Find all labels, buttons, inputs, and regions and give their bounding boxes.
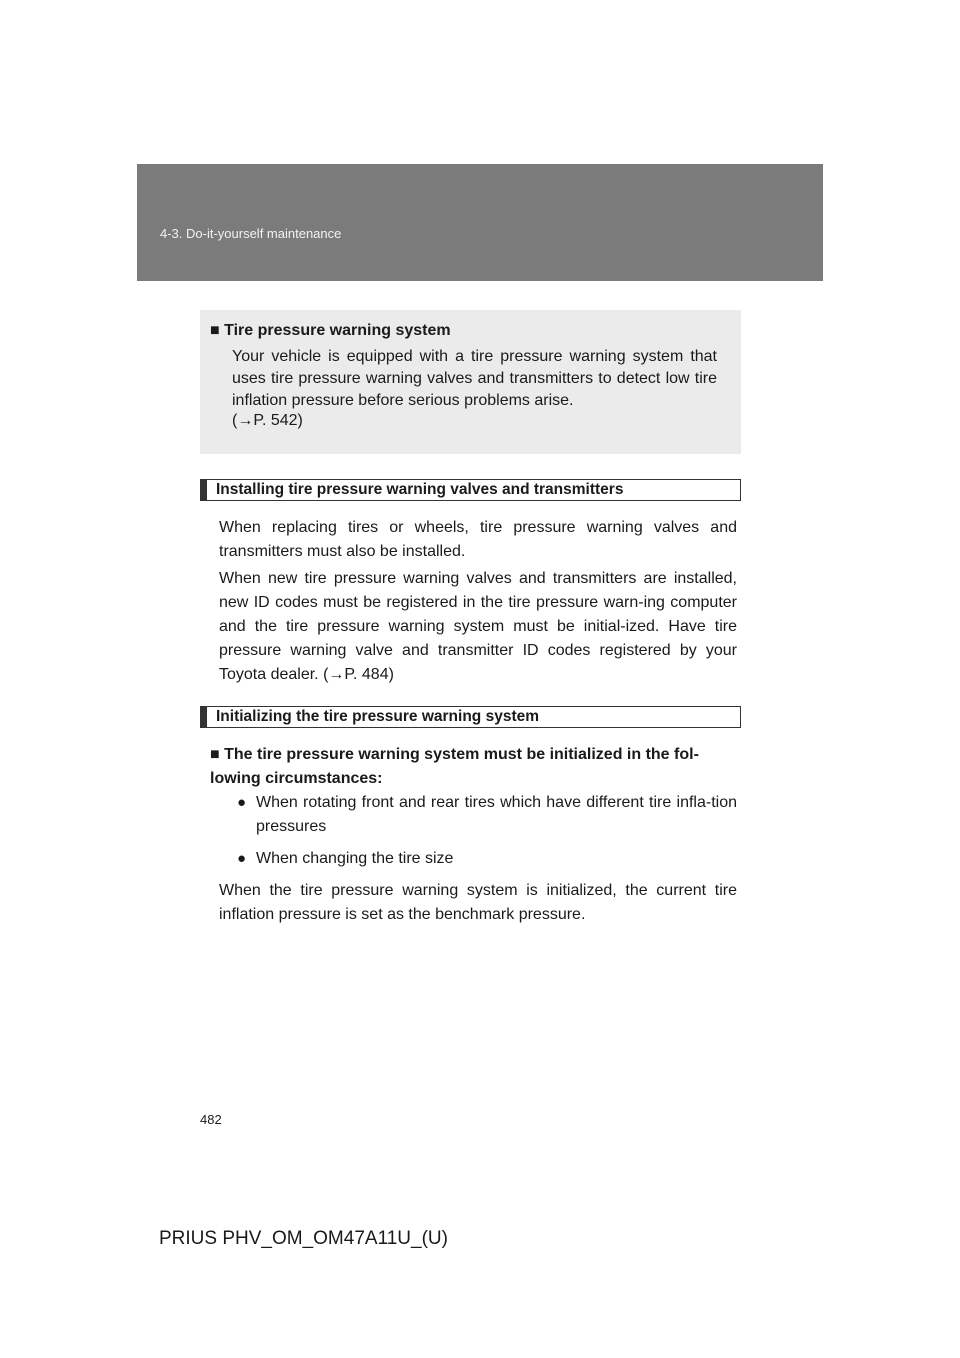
paragraph: When the tire pressure warning system is initialized, the current tire inflation pressure is set as the benchmark pressure. xyxy=(219,882,737,923)
info-box-text: Your vehicle is equipped with a tire pressure warning system that uses tire pressure warning valves and transmitters to detect low tire inflation pressure before serious problems arise. xyxy=(232,348,717,409)
bullet-dot-icon: ● xyxy=(237,850,247,867)
square-bullet-icon: ■ xyxy=(210,746,220,763)
page-number: 482 xyxy=(200,1112,222,1127)
subsection-title-text: The tire pressure warning system must be initialized in the fol-lowing circumstances: xyxy=(210,746,699,787)
info-box-title-text: Tire pressure warning system xyxy=(224,322,451,339)
section-heading-installing xyxy=(200,479,741,501)
section-heading-text: Initializing the tire pressure warning system xyxy=(216,708,540,725)
paragraph: When new tire pressure warning valves and transmitters are installed, new ID codes must be registered in the tire pressure warn-ing computer and the tire pressure warning system must be initial-ized. Have tire pressure warning valve and transmitter ID codes registered by your Toyota dealer. (→P. 484) xyxy=(219,570,737,683)
info-box xyxy=(200,310,741,454)
section-heading-initializing xyxy=(200,706,741,728)
header-bar xyxy=(137,164,823,281)
list-item-text: When changing the tire size xyxy=(256,850,454,867)
list-item xyxy=(237,847,737,871)
list-item xyxy=(237,791,737,839)
list-item-text: When rotating front and rear tires which have different tire infla-tion pressures xyxy=(256,794,737,835)
page-reference: (→P. 542) xyxy=(232,412,303,429)
heading-marker xyxy=(201,480,207,500)
paragraph: When replacing tires or wheels, tire pressure warning valves and transmitters must also be installed. xyxy=(219,519,737,560)
heading-marker xyxy=(201,707,207,727)
section-title: 4-3. Do-it-yourself maintenance xyxy=(160,226,342,241)
footer-code: PRIUS PHV_OM_OM47A11U_(U) xyxy=(159,1228,448,1249)
section-heading-text: Installing tire pressure warning valves and transmitters xyxy=(216,481,624,498)
subsection-title xyxy=(210,743,740,791)
bullet-dot-icon: ● xyxy=(237,794,247,811)
info-box-title xyxy=(210,322,451,340)
square-bullet-icon: ■ xyxy=(210,322,220,339)
